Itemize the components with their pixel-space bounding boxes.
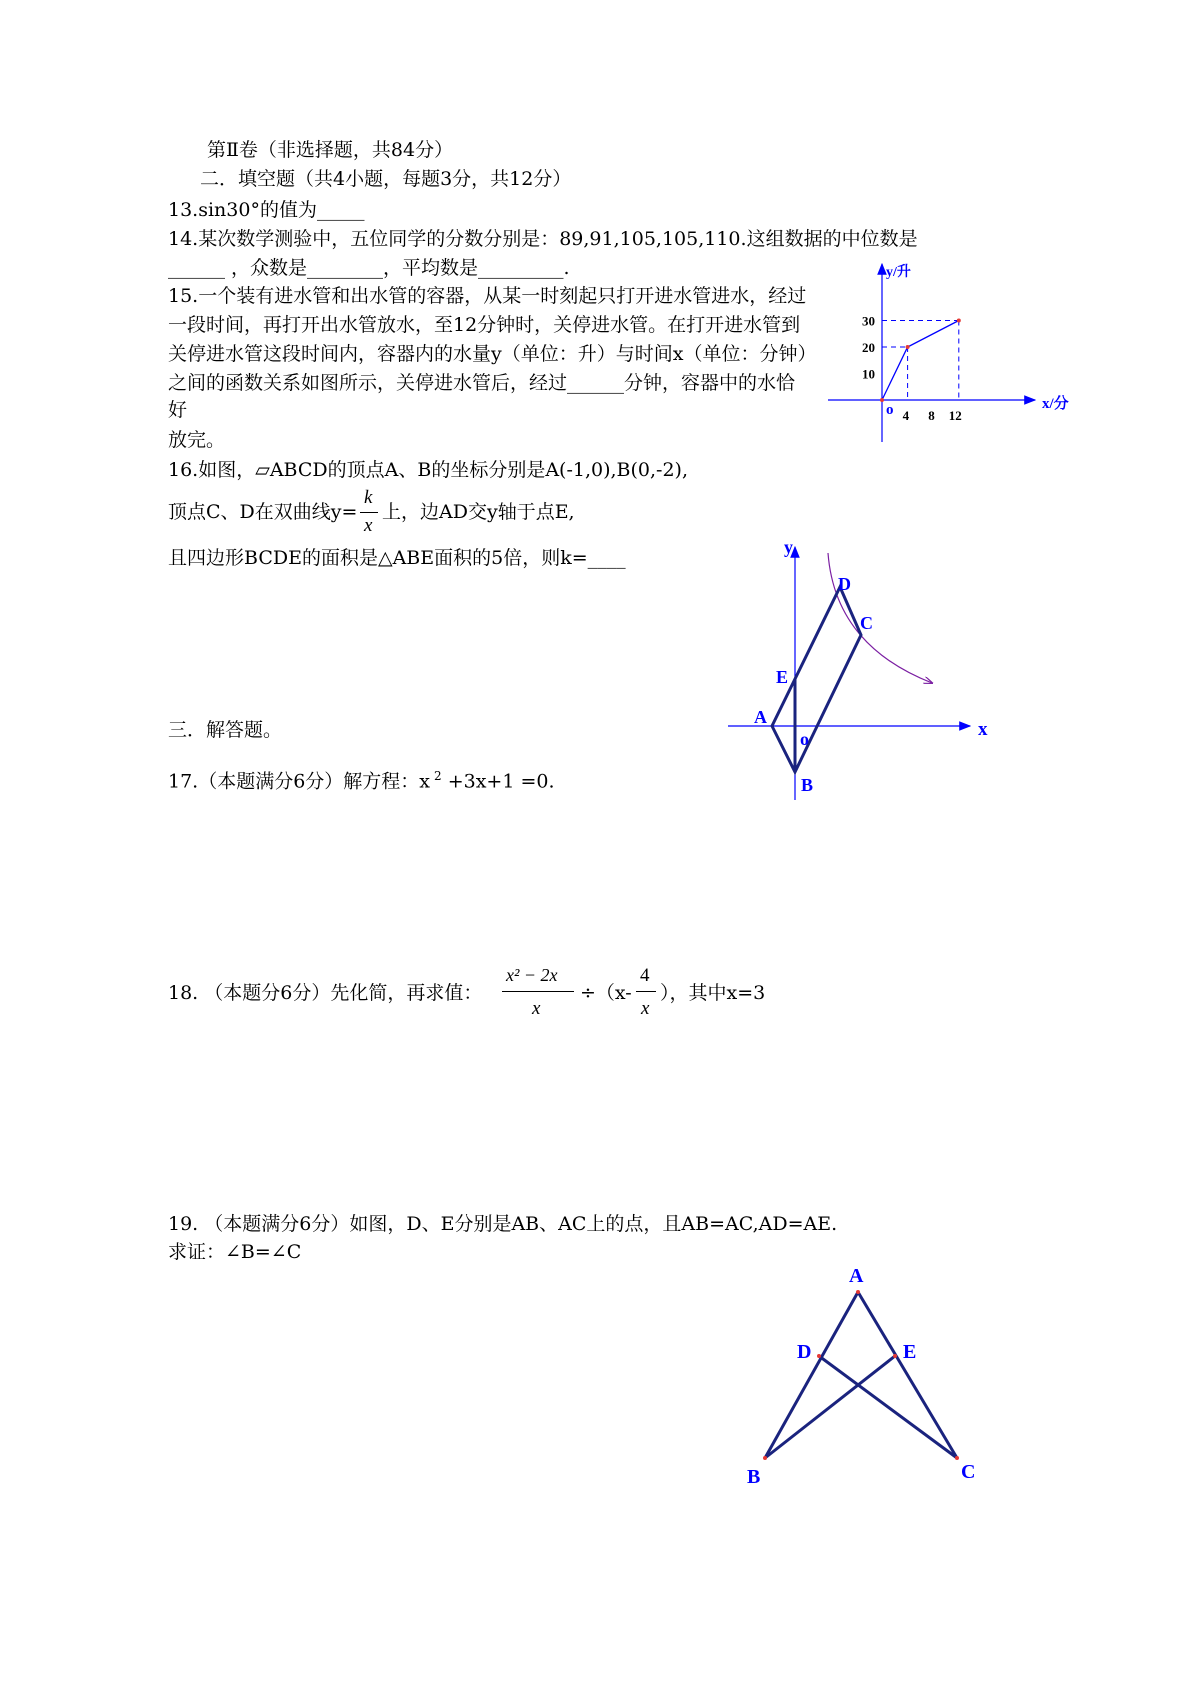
question-19-line2: 求证：∠B=∠C: [168, 1241, 302, 1263]
point-e: [893, 1354, 897, 1358]
q18-frac2-numerator: 4: [640, 965, 650, 986]
segment-cD: [819, 1356, 957, 1458]
parallelogram-figure: [720, 535, 1000, 805]
question-16-line2-post: 上，边AD交y轴于点E,: [382, 501, 575, 523]
point-b: [763, 1456, 767, 1460]
q16-fraction-denominator: x: [364, 515, 373, 536]
question-15-line5: 好: [168, 399, 188, 421]
question-15-line2: 一段时间，再打开出水管放水，至12分钟时，关停进水管。在打开进水管到: [168, 314, 801, 336]
water-volume-chart: [820, 256, 1090, 456]
question-19-line1: 19. （本题满分6分）如图，D、E分别是AB、AC上的点，且AB=AC,AD=AE.: [168, 1213, 838, 1235]
label-y: y: [784, 537, 793, 557]
label-b: B: [747, 1466, 761, 1488]
label-b: B: [801, 775, 814, 795]
series-line: [882, 321, 959, 401]
segment-bE: [765, 1356, 895, 1458]
point-c: [955, 1456, 959, 1460]
question-18-mid: ÷（x-: [580, 982, 632, 1004]
label-o: o: [800, 729, 809, 749]
point-d: [817, 1354, 821, 1358]
question-13: 13.sin30°的值为_____: [168, 199, 365, 221]
fill-heading: 二．填空题（共4小题，每题3分，共12分）: [200, 168, 572, 190]
question-15-line1: 15.一个装有进水管和出水管的容器，从某一时刻起只打开进水管进水，经过: [168, 285, 807, 307]
section2-title: 第Ⅱ卷（非选择题，共84分）: [207, 139, 454, 161]
x-tick-label: 12: [948, 408, 962, 423]
q18-frac2-denominator: x: [641, 998, 650, 1019]
q16-fraction-numerator: k: [364, 487, 373, 508]
question-15-line4: 之间的函数关系如图所示，关停进水管后，经过______分钟，容器中的水恰: [168, 372, 796, 394]
y-tick-label: 10: [862, 366, 875, 382]
point-a: [856, 1290, 860, 1294]
q18-frac1-denominator: x: [532, 998, 541, 1019]
data-point: [906, 345, 910, 349]
question-18-pre: 18. （本题分6分）先化简，再求值：: [168, 982, 483, 1004]
solve-heading: 三．解答题。: [168, 719, 283, 741]
y-tick-label: 20: [862, 340, 875, 355]
triangle-figure: [735, 1260, 995, 1500]
q18-frac2-bar: [636, 991, 656, 992]
y-tick-label: 30: [862, 313, 875, 329]
question-15-line6: 放完。: [168, 429, 226, 451]
hyperbola-curve: [828, 553, 932, 683]
q18-frac1-bar: [502, 991, 574, 992]
question-18-post: ），其中x=3: [660, 982, 766, 1004]
q17-rest: +3x+1 =0.: [441, 770, 555, 793]
y-axis-label: y/升: [886, 265, 911, 280]
label-e: E: [903, 1341, 917, 1363]
question-15-line3: 关停进水管这段时间内，容器内的水量y（单位：升）与时间x（单位：分钟）: [168, 343, 817, 365]
q18-frac1-numerator: x² − 2x: [506, 965, 558, 985]
label-d: D: [797, 1341, 812, 1363]
label-a: A: [754, 707, 767, 727]
data-point: [957, 319, 961, 323]
q16-fraction-bar: [360, 512, 378, 513]
label-x: x: [978, 719, 988, 740]
question-14-line2: ______ ，众数是________，平均数是_________.: [168, 257, 570, 279]
question-17: [168, 764, 555, 793]
question-16-line1: 16.如图，▱ABCD的顶点A、B的坐标分别是A(-1,0),B(0,-2),: [168, 459, 689, 481]
label-c: C: [961, 1461, 976, 1483]
question-16-line2-pre: 顶点C、D在双曲线y=: [168, 501, 358, 523]
q17-exponent: 2: [434, 769, 442, 783]
data-point: [880, 398, 884, 402]
label-c: C: [860, 613, 873, 633]
label-d: D: [838, 574, 851, 594]
chart-plot-area: [828, 264, 1069, 442]
x-tick-label: 8: [928, 408, 935, 423]
origin-label: o: [886, 402, 894, 418]
label-e: E: [776, 667, 789, 687]
x-tick-label: 4: [902, 408, 910, 423]
question-16-line3: 且四边形BCDE的面积是△ABE面积的5倍，则k=____: [168, 547, 626, 569]
x-axis-label: x/分: [1042, 396, 1069, 412]
q17-text: 17.（本题满分6分）解方程：x: [168, 770, 431, 793]
label-a: A: [849, 1265, 864, 1287]
question-14-line1: 14.某次数学测验中，五位同学的分数分别是：89,91,105,105,110.这组数据的中位数是: [168, 228, 918, 250]
